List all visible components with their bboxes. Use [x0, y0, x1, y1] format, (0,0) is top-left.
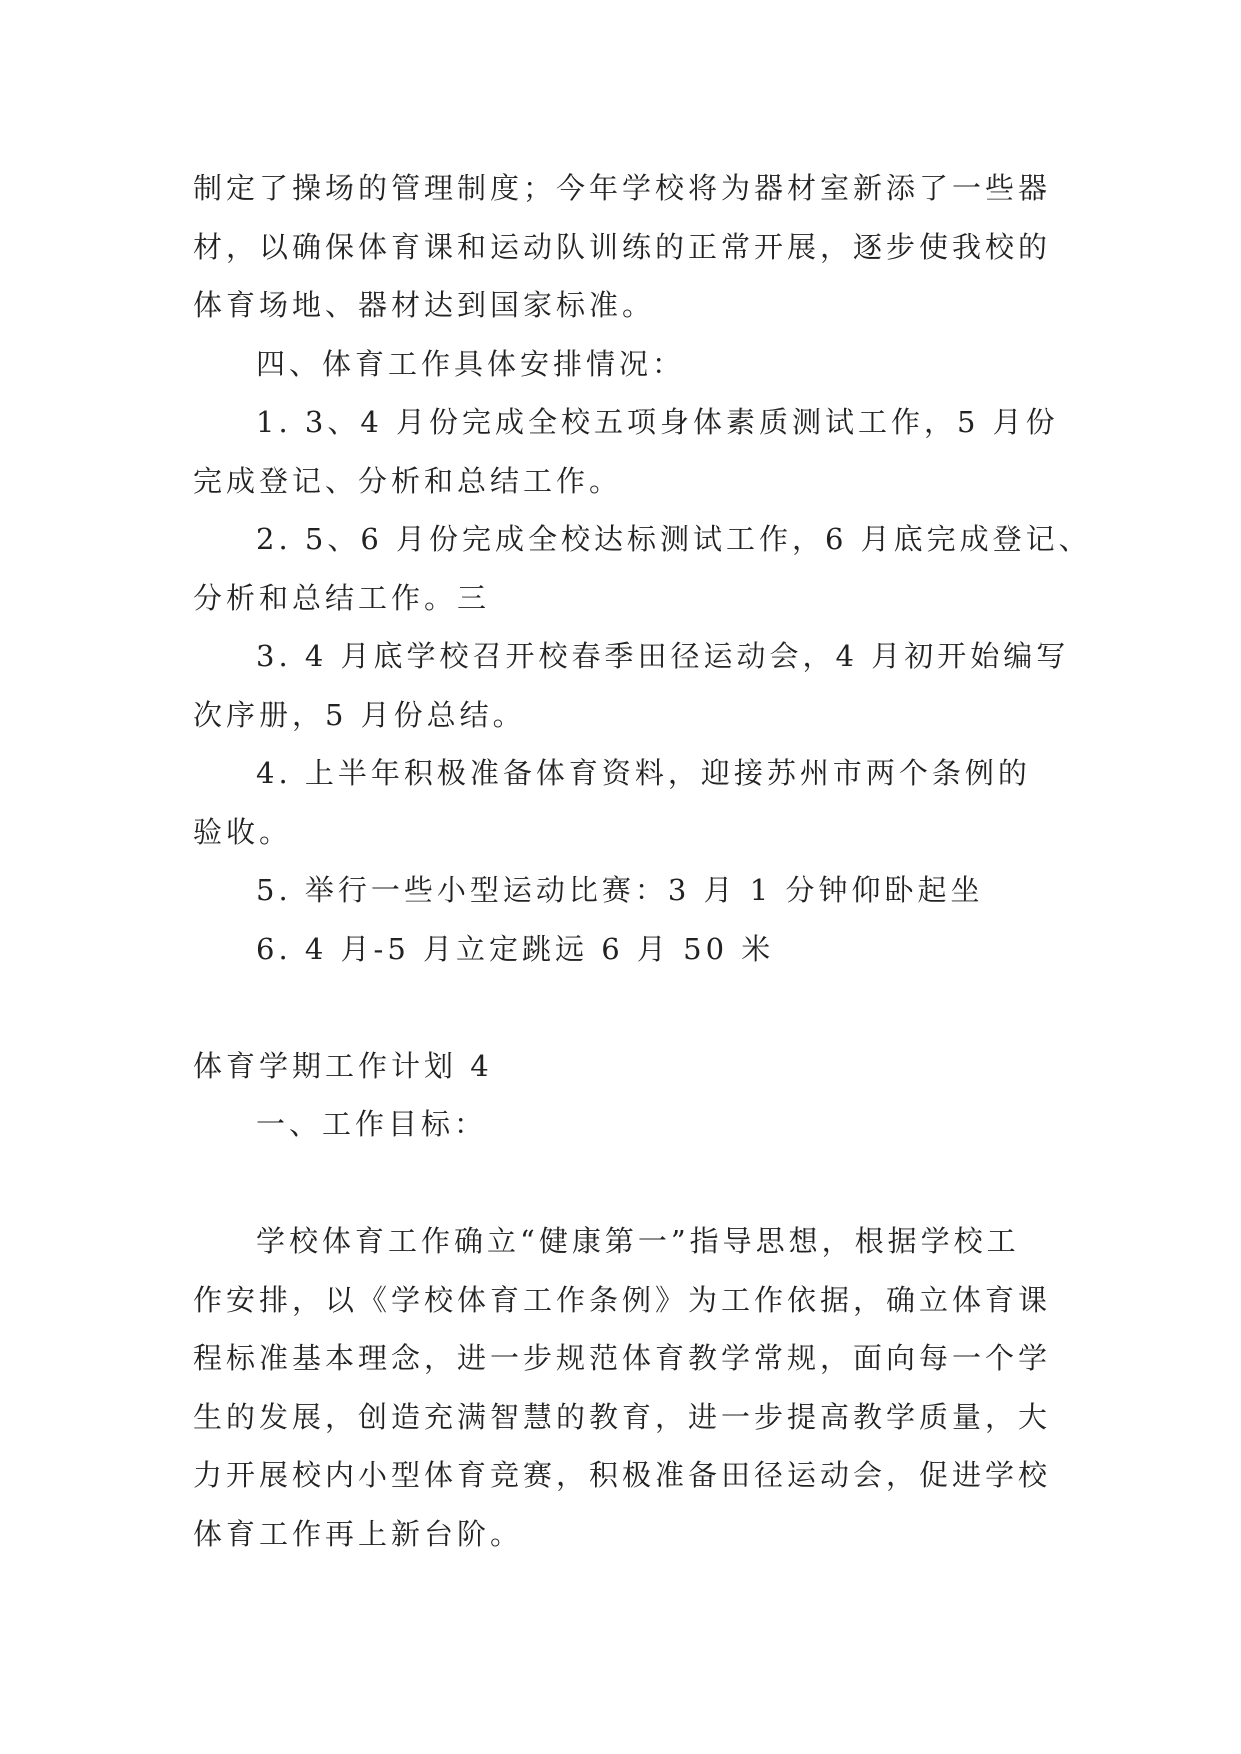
section-heading: 四、体育工作具体安排情况：: [256, 347, 686, 381]
paragraph-line: 体育场地、器材达到国家标准。: [193, 288, 656, 322]
paragraph-line: 体育工作再上新台阶。: [193, 1517, 524, 1551]
paragraph-line: 材，以确保体育课和运动队训练的正常开展，逐步使我校的: [193, 230, 1052, 264]
list-item: 5. 举行一些小型运动比赛：3 月 1 分钟仰卧起坐: [256, 873, 984, 907]
document-title: 体育学期工作计划 4: [193, 1049, 493, 1083]
paragraph-line: 程标准基本理念，进一步规范体育教学常规，面向每一个学: [193, 1341, 1052, 1375]
paragraph-line: 作安排，以《学校体育工作条例》为工作依据，确立体育课: [193, 1283, 1052, 1317]
section-heading: 一、工作目标：: [256, 1107, 488, 1141]
paragraph-line: 学校体育工作确立“健康第一”指导思想，根据学校工: [256, 1224, 1020, 1258]
paragraph-line: 生的发展，创造充满智慧的教育，进一步提高教学质量，大: [193, 1400, 1052, 1434]
list-item: 6. 4 月-5 月立定跳远 6 月 50 米: [256, 932, 775, 966]
list-item-continuation: 分析和总结工作。三: [193, 581, 491, 615]
list-item: 2. 5、6 月份完成全校达标测试工作，6 月底完成登记、: [256, 522, 1092, 556]
paragraph-line: 力开展校内小型体育竞赛，积极准备田径运动会，促进学校: [193, 1458, 1052, 1492]
list-item-continuation: 次序册，5 月份总结。: [193, 698, 526, 732]
list-item: 1. 3、4 月份完成全校五项身体素质测试工作，5 月份: [256, 405, 1059, 439]
list-item-continuation: 验收。: [193, 815, 293, 849]
list-item: 4. 上半年积极准备体育资料，迎接苏州市两个条例的: [256, 756, 1031, 790]
list-item-continuation: 完成登记、分析和总结工作。: [193, 464, 623, 498]
list-item: 3. 4 月底学校召开校春季田径运动会，4 月初开始编写: [256, 639, 1070, 673]
paragraph-line: 制定了操场的管理制度；今年学校将为器材室新添了一些器: [193, 171, 1052, 205]
